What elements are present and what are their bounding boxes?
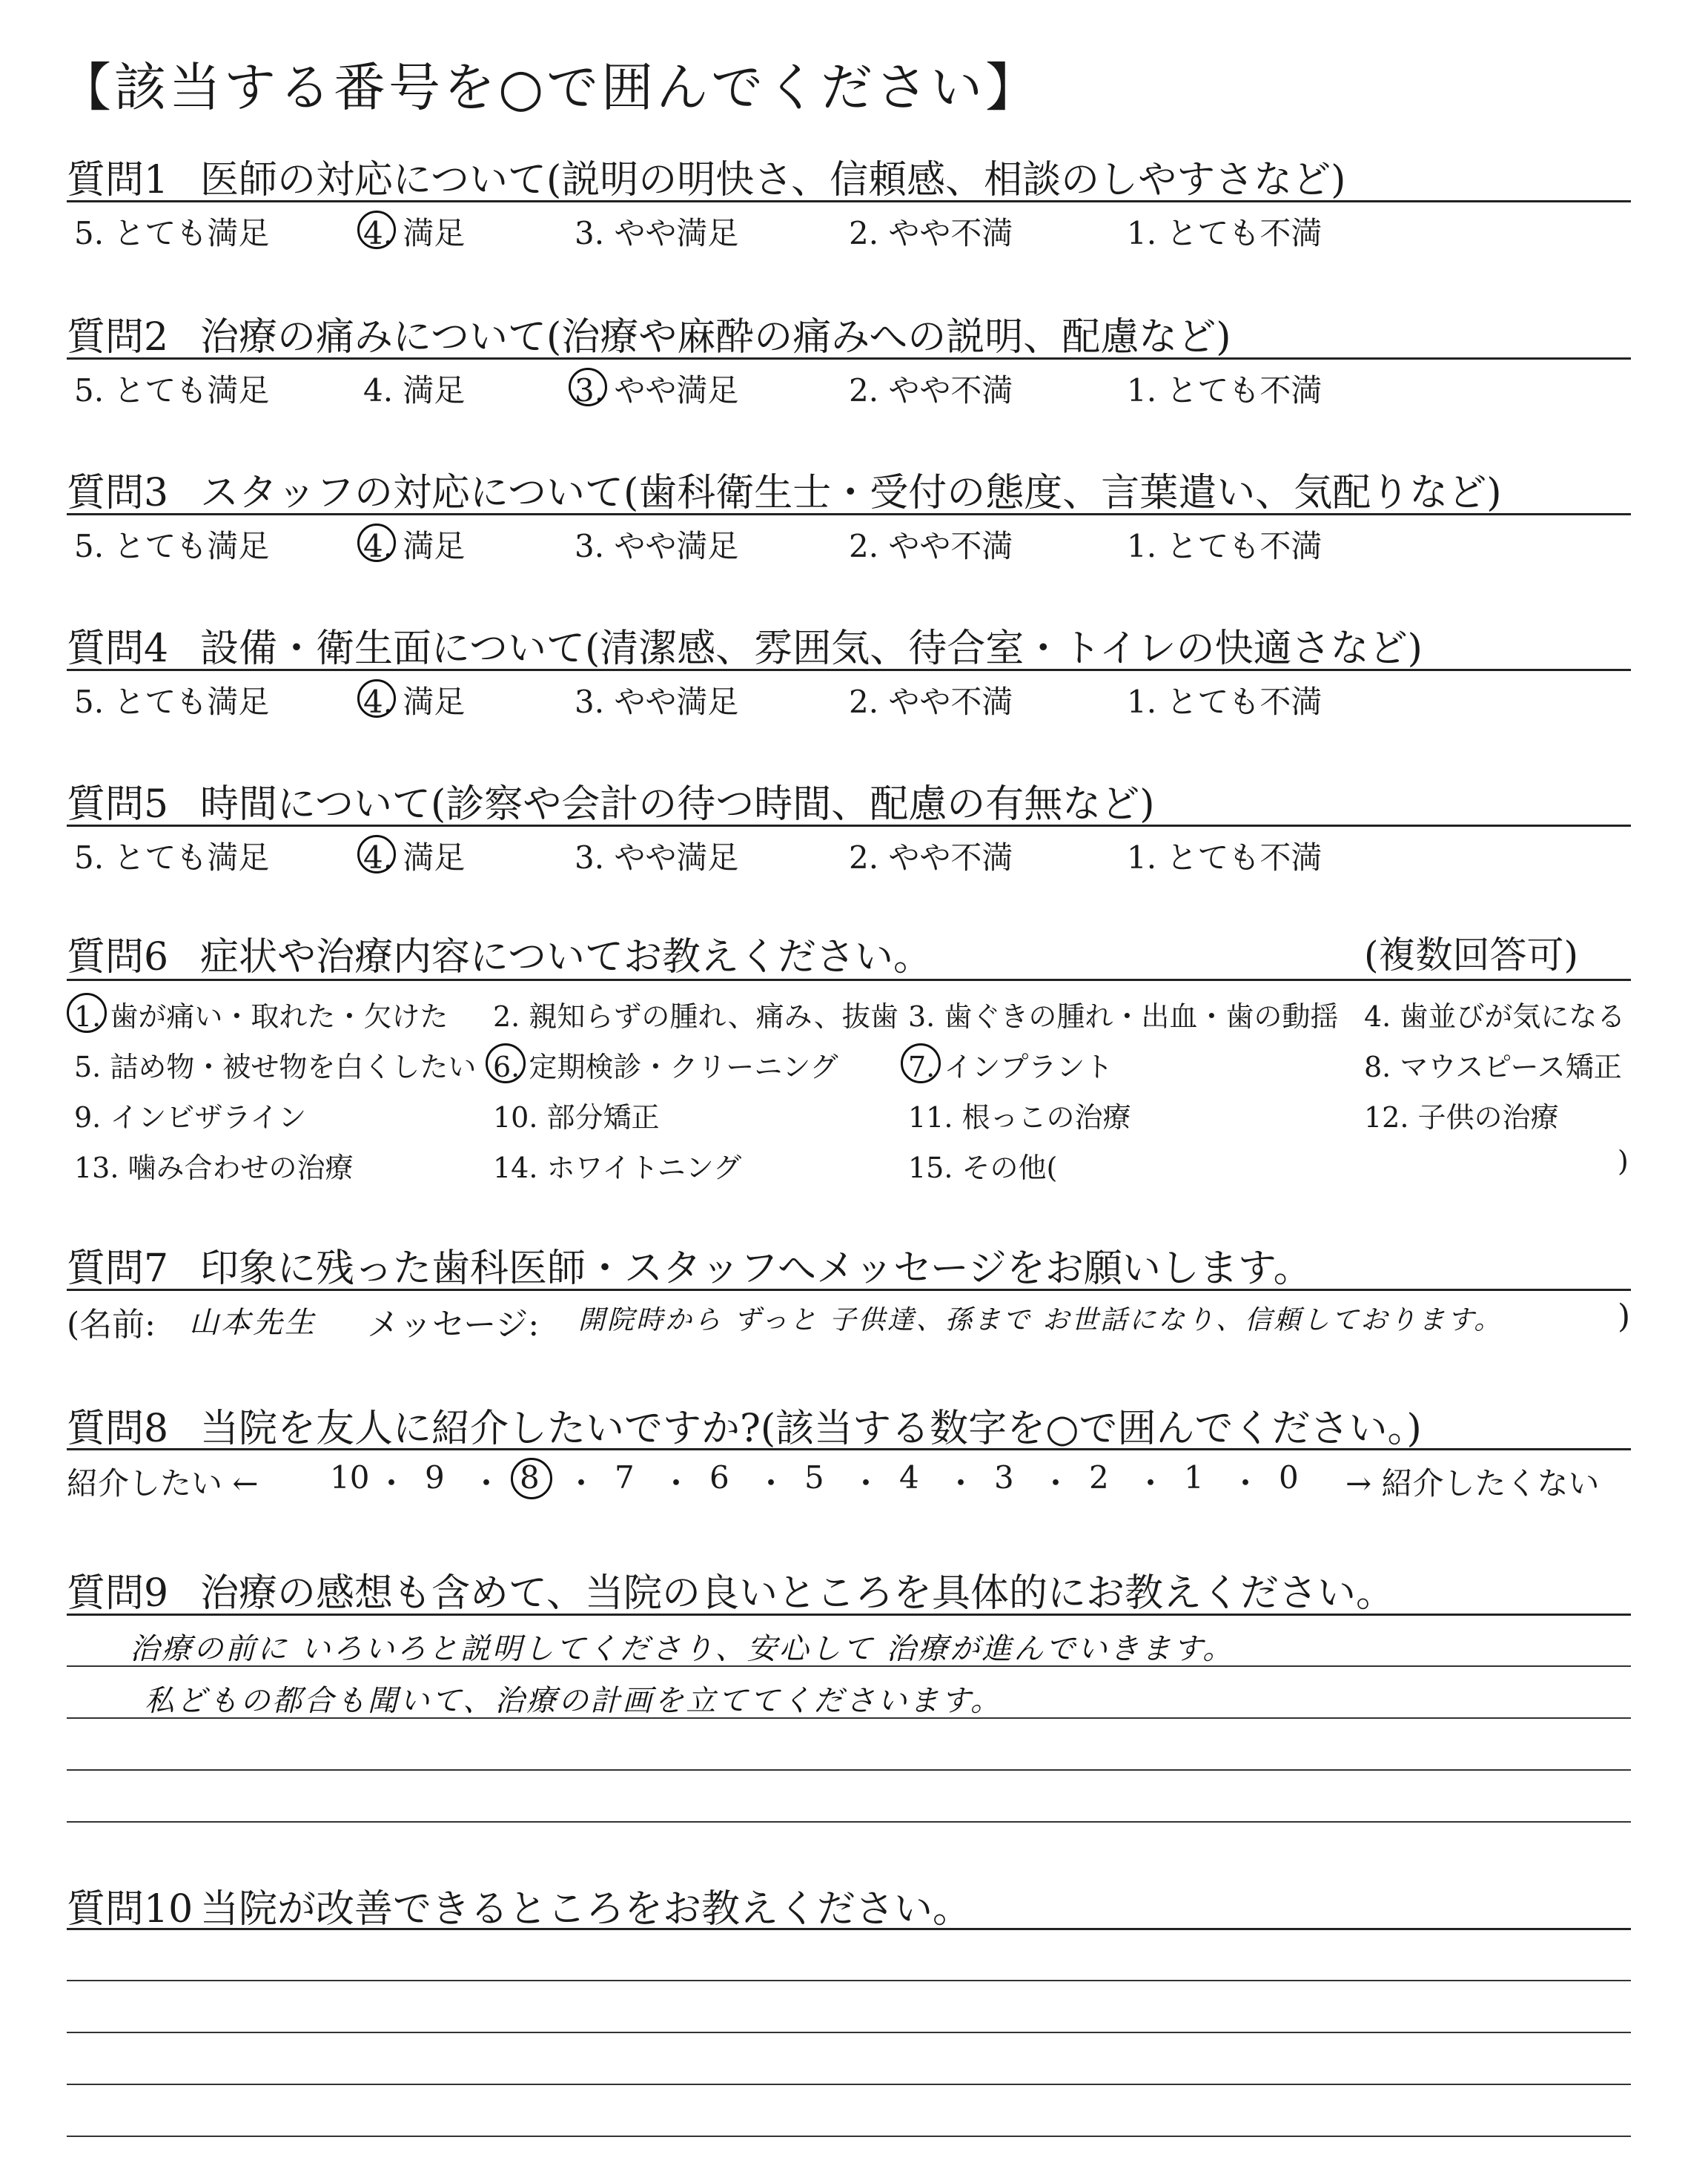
option-label: 3. やや満足 — [575, 215, 739, 251]
value-label: 2 — [1089, 1459, 1109, 1496]
symptom-option[interactable] — [493, 1145, 741, 1186]
scale-value[interactable] — [1279, 1459, 1299, 1496]
rating-option[interactable] — [575, 833, 738, 878]
option-label: 3. 歯ぐきの腫れ・出血・歯の動揺 — [908, 1000, 1339, 1033]
rating-option[interactable] — [74, 833, 269, 878]
scale-value[interactable] — [994, 1459, 1014, 1496]
symptom-option[interactable] — [493, 1094, 660, 1135]
message-label: メッセージ: — [367, 1306, 540, 1344]
name-value[interactable]: 山本先生 — [189, 1306, 317, 1340]
question-text: 当院を友人に紹介したいですか?(該当する数字を○で囲んでください。) — [200, 1407, 1422, 1451]
selection-circle — [357, 524, 396, 562]
value-label: 5 — [804, 1459, 824, 1496]
option-label: 7. インプラント — [908, 1044, 1113, 1085]
option-label: 5. とても満足 — [74, 372, 270, 409]
scale-left-label: 紹介したい ← — [67, 1465, 259, 1502]
rating-option[interactable] — [74, 522, 269, 567]
option-label: 1. とても不満 — [1127, 839, 1323, 876]
option-label: 5. とても満足 — [74, 528, 270, 564]
rating-option[interactable] — [1127, 209, 1322, 254]
option-label: 2. やや不満 — [849, 684, 1013, 720]
option-label: 1. とても不満 — [1127, 372, 1323, 409]
option-label: 2. 親知らずの腫れ、痛み、抜歯 — [493, 1000, 898, 1033]
question-text: 治療の痛みについて(治療や麻酔の痛みへの説明、配慮など) — [200, 315, 1231, 360]
rating-option[interactable] — [1127, 833, 1322, 878]
question-10 — [67, 1877, 971, 1933]
option-label: 1. とても不満 — [1127, 215, 1323, 251]
option-label: 2. やや不満 — [849, 528, 1013, 564]
question-4 — [67, 617, 1423, 673]
scale-value[interactable] — [1089, 1459, 1109, 1496]
rating-option[interactable] — [1127, 522, 1322, 567]
symptom-option[interactable] — [74, 1044, 476, 1085]
divider — [67, 1289, 1631, 1291]
option-label: 2. やや不満 — [849, 372, 1013, 409]
rating-option[interactable] — [363, 366, 465, 411]
symptom-option[interactable] — [908, 994, 1338, 1034]
scale-value[interactable] — [615, 1459, 635, 1496]
option-label: 5. とても満足 — [74, 684, 270, 720]
option-label: 3. やや満足 — [575, 684, 739, 720]
symptom-option[interactable] — [908, 1094, 1131, 1135]
question-text: 時間について(診察や会計の待つ時間、配慮の有無など) — [200, 782, 1155, 827]
answer-line — [67, 2084, 1631, 2085]
option-label: 4. 満足 — [363, 678, 465, 722]
option-label: 5. とても満足 — [74, 839, 270, 876]
scale-value[interactable] — [520, 1459, 540, 1496]
value-label: 9 — [425, 1459, 445, 1496]
symptom-option[interactable] — [908, 1145, 1057, 1186]
value-label: 0 — [1279, 1459, 1299, 1496]
value-label: 6 — [709, 1459, 729, 1496]
option-label: 3. やや満足 — [575, 366, 738, 411]
rating-option[interactable] — [74, 678, 269, 722]
value-label: 7 — [615, 1459, 635, 1496]
answer-line — [67, 2032, 1631, 2033]
divider — [67, 979, 1631, 981]
option-label: 4. 満足 — [363, 833, 465, 878]
symptom-option[interactable] — [74, 994, 448, 1034]
option-label: 9. インビザライン — [74, 1101, 307, 1134]
symptom-option[interactable] — [908, 1044, 1113, 1085]
close-paren — [1618, 1145, 1629, 1178]
selection-circle — [357, 211, 396, 249]
symptom-option[interactable] — [493, 1044, 838, 1085]
value-label: 8 — [520, 1459, 540, 1496]
answer-line — [67, 1821, 1631, 1823]
scale-value[interactable] — [425, 1459, 445, 1496]
question-7 — [67, 1237, 1312, 1292]
symptom-option[interactable] — [74, 1094, 306, 1135]
option-label: ) — [1618, 1145, 1629, 1178]
separator-dot: ・ — [755, 1465, 787, 1502]
question-3 — [67, 461, 1502, 517]
divider — [67, 200, 1631, 202]
option-label: 6. 定期検診・クリーニング — [493, 1044, 838, 1085]
message-value[interactable]: 開院時から ずっと 子供達、孫まで お世話になり、信頼しております。 — [578, 1305, 1503, 1335]
separator-dot: ・ — [1040, 1465, 1072, 1502]
option-label: 10. 部分矯正 — [493, 1101, 660, 1134]
option-label: 4. 満足 — [363, 372, 466, 409]
question-number: 質問9 — [67, 1571, 169, 1616]
rating-option[interactable] — [849, 209, 1013, 254]
answer-line — [67, 1980, 1631, 1981]
scale-value[interactable] — [330, 1459, 369, 1496]
rating-option[interactable] — [575, 209, 738, 254]
option-label: 12. 子供の治療 — [1364, 1101, 1559, 1134]
value-label: 3 — [994, 1459, 1014, 1496]
option-label: 4. 満足 — [363, 522, 465, 567]
question-number: 質問10 — [67, 1887, 193, 1932]
separator-dot: ・ — [1135, 1465, 1167, 1502]
selection-circle — [357, 679, 396, 718]
question-9 — [67, 1562, 1394, 1617]
divider — [67, 1614, 1631, 1616]
divider — [67, 1928, 1631, 1930]
symptom-option[interactable] — [74, 1145, 354, 1186]
divider — [67, 669, 1631, 671]
separator-dot: ・ — [566, 1465, 598, 1502]
question-2 — [67, 305, 1231, 361]
question-number: 質問3 — [67, 471, 169, 515]
question-number: 質問8 — [67, 1407, 169, 1451]
rating-option[interactable] — [1127, 678, 1322, 722]
question-number: 質問5 — [67, 782, 169, 827]
rating-option[interactable] — [849, 833, 1013, 878]
rating-option[interactable] — [74, 366, 269, 411]
option-label: 8. マウスピース矯正 — [1364, 1051, 1622, 1083]
option-label: 2. やや不満 — [849, 215, 1013, 251]
rating-option[interactable] — [74, 209, 269, 254]
rating-option[interactable] — [575, 366, 738, 411]
option-label: 2. やや不満 — [849, 839, 1013, 876]
rating-option[interactable] — [363, 678, 465, 722]
divider — [67, 1448, 1631, 1450]
option-label: 1. とても不満 — [1127, 684, 1323, 720]
selection-circle — [569, 368, 607, 406]
option-label: 11. 根っこの治療 — [908, 1101, 1131, 1134]
question-number: 質問2 — [67, 315, 169, 360]
divider — [67, 357, 1631, 360]
question-number: 質問6 — [67, 935, 169, 980]
option-label: 15. その他( — [908, 1152, 1058, 1184]
option-label: 13. 噛み合わせの治療 — [74, 1152, 354, 1184]
question-number: 質問1 — [67, 158, 169, 202]
name-label: (名前: — [67, 1306, 156, 1344]
separator-dot: ・ — [661, 1465, 692, 1502]
value-label: 10 — [330, 1459, 370, 1496]
question-text: 症状や治療内容についてお教えください。 — [200, 935, 932, 980]
option-label: 3. やや満足 — [575, 839, 739, 876]
question-text: スタッフの対応について(歯科衛生士・受付の態度、言葉遣い、気配りなど) — [200, 471, 1502, 515]
rating-option[interactable] — [849, 522, 1013, 567]
rating-option[interactable] — [363, 833, 465, 878]
separator-dot: ・ — [1230, 1465, 1262, 1502]
symptom-option[interactable] — [1364, 994, 1625, 1034]
question-number: 質問7 — [67, 1246, 169, 1291]
selection-circle — [486, 1043, 526, 1083]
divider — [67, 513, 1631, 515]
form-header: 【該当する番号を○で囲んでください】 — [59, 57, 1041, 118]
option-label: 3. やや満足 — [575, 528, 739, 564]
answer-line-2[interactable]: 私どもの都合も聞いて、治療の計画を立ててくださいます。 — [145, 1684, 1002, 1718]
question-1 — [67, 148, 1345, 204]
rating-option[interactable] — [1127, 366, 1322, 411]
rating-option[interactable] — [363, 522, 465, 567]
answer-line — [67, 1769, 1631, 1771]
option-label: 5. 詰め物・被せ物を白くしたい — [74, 1051, 477, 1083]
separator-dot: ・ — [471, 1465, 503, 1502]
multiple-answer-note: (複数回答可) — [1364, 934, 1579, 977]
separator-dot: ・ — [376, 1465, 408, 1502]
selection-circle — [357, 835, 396, 873]
question-text: 当院が改善できるところをお教えください。 — [200, 1887, 972, 1932]
symptom-option[interactable] — [493, 994, 898, 1034]
rating-option[interactable] — [575, 522, 738, 567]
option-label: 4. 歯並びが気になる — [1364, 1000, 1626, 1033]
rating-option[interactable] — [849, 366, 1013, 411]
rating-option[interactable] — [849, 678, 1013, 722]
question-text: 設備・衛生面について(清潔感、雰囲気、待合室・トイレの快適さなど) — [200, 627, 1423, 671]
question-5 — [67, 773, 1155, 828]
answer-line — [67, 2136, 1631, 2137]
question-text: 印象に残った歯科医師・スタッフへメッセージをお願いします。 — [200, 1246, 1312, 1291]
question-6 — [67, 925, 932, 981]
value-label: 4 — [899, 1459, 919, 1496]
option-label: 4. 満足 — [363, 209, 465, 254]
close-paren: ) — [1618, 1298, 1631, 1335]
option-label: 14. ホワイトニング — [493, 1152, 742, 1184]
scale-right-label: → 紹介したくない — [1345, 1465, 1600, 1502]
selection-circle — [67, 993, 107, 1033]
rating-option[interactable] — [363, 209, 465, 254]
separator-dot: ・ — [850, 1465, 882, 1502]
option-label: 5. とても満足 — [74, 215, 270, 251]
option-label: 1. とても不満 — [1127, 528, 1323, 564]
symptom-option[interactable] — [1364, 1044, 1622, 1085]
rating-option[interactable] — [575, 678, 738, 722]
scale-value[interactable] — [709, 1459, 729, 1496]
scale-value[interactable] — [899, 1459, 919, 1496]
scale-value[interactable] — [1184, 1459, 1204, 1496]
option-label: 1. 歯が痛い・取れた・欠けた — [74, 994, 448, 1034]
selection-circle — [511, 1458, 552, 1499]
answer-line-1[interactable]: 治療の前に いろいろと説明してくださり、安心して 治療が進んでいきます。 — [130, 1632, 1235, 1666]
separator-dot: ・ — [945, 1465, 977, 1502]
question-text: 治療の感想も含めて、当院の良いところを具体的にお教えください。 — [200, 1571, 1394, 1616]
question-8 — [67, 1397, 1422, 1453]
scale-value[interactable] — [804, 1459, 824, 1496]
question-text: 医師の対応について(説明の明快さ、信頼感、相談のしやすさなど) — [200, 158, 1346, 202]
value-label: 1 — [1184, 1459, 1204, 1496]
selection-circle — [901, 1043, 941, 1083]
symptom-option[interactable] — [1364, 1094, 1559, 1135]
divider — [67, 825, 1631, 827]
question-number: 質問4 — [67, 627, 169, 671]
